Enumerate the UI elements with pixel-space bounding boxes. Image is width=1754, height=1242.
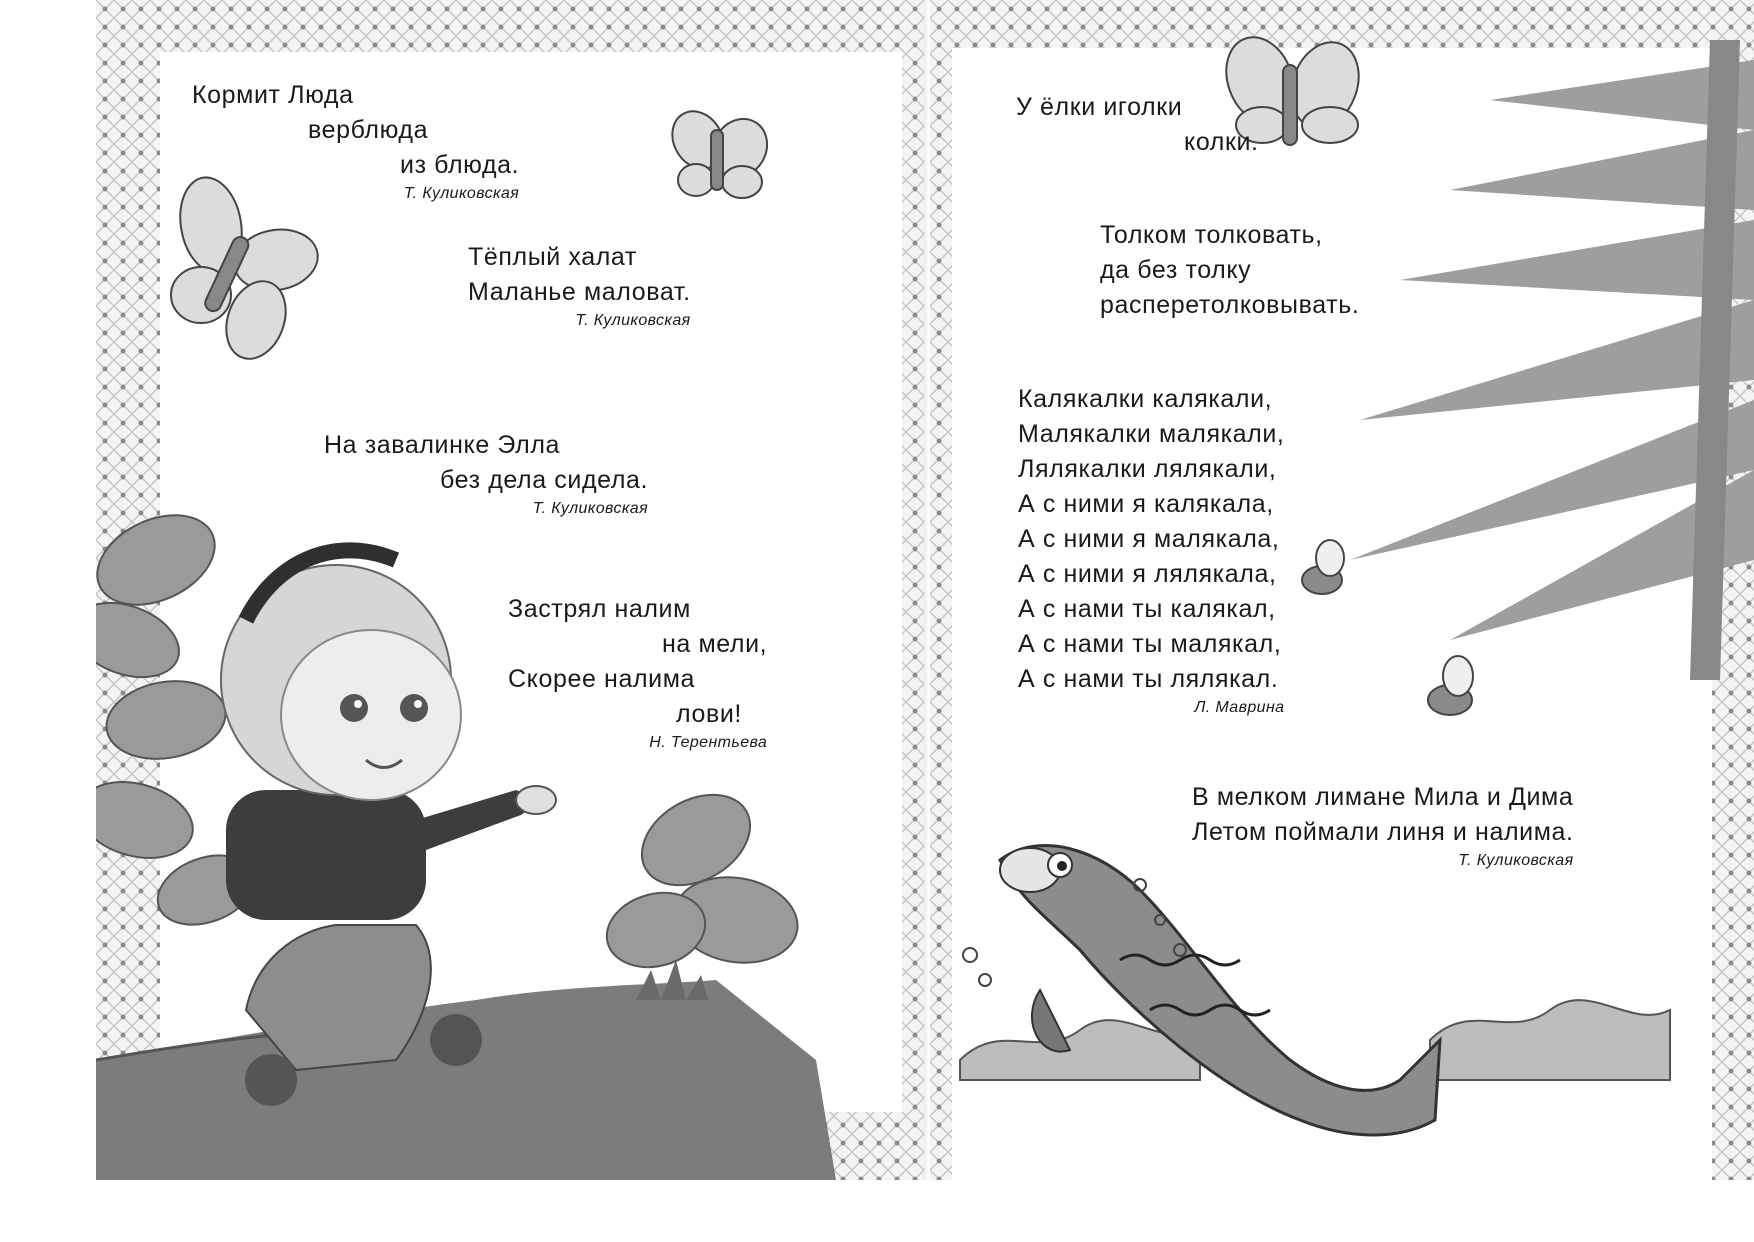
hill-illustration [96, 980, 836, 1180]
poem-line: У ёлки иголки [1016, 93, 1183, 121]
poem-line: А с нами ты калякал, [1018, 595, 1276, 623]
poem-author: Т. Куликовская [1458, 852, 1574, 869]
poem-author: Н. Терентьева [649, 734, 768, 751]
poem-line: лови! [676, 700, 742, 728]
poem-line: Кормит Люда [192, 81, 354, 109]
bee-icon [1428, 656, 1473, 715]
poem-line: без дела сидела. [440, 466, 649, 494]
fir-branch-illustration [1350, 40, 1754, 680]
poem-line: А с нами ты лялякал. [1018, 665, 1279, 693]
poem-card [324, 428, 648, 520]
poem-author: Л. Маврина [1194, 699, 1285, 716]
right-page [930, 0, 1754, 1180]
poem-line: А с нами ты малякал, [1018, 630, 1282, 658]
poem-line: А с ними я малякала, [1018, 525, 1280, 553]
poem-line: Скорее налима [508, 665, 695, 693]
poem-card [192, 78, 519, 205]
poem-line: Летом поймали линя и налима. [1192, 818, 1574, 846]
poem-line: На завалинке Элла [324, 431, 561, 459]
poem-line: верблюда [308, 116, 429, 144]
poem-line: Малякалки малякали, [1018, 420, 1285, 448]
poem-card [1192, 780, 1574, 872]
butterfly-icon [662, 102, 777, 198]
poem-author: Т. Куликовская [403, 185, 520, 202]
poem-card [508, 592, 767, 754]
poem-author: Т. Куликовская [532, 500, 649, 517]
poem-line: В мелком лимане Мила и Дима [1192, 783, 1574, 811]
poem-line: А с ними я калякала, [1018, 490, 1274, 518]
poem-line: колки. [1184, 128, 1259, 156]
fish-illustration [963, 846, 1440, 1135]
poem-card [1018, 382, 1284, 719]
poem-line: расперетолковывать. [1100, 291, 1360, 319]
poem-line: да без толку [1100, 256, 1252, 284]
poem-line: на мели, [662, 630, 768, 658]
waves-illustration [960, 1000, 1670, 1080]
poem-card [1016, 90, 1259, 160]
poem-card [468, 240, 691, 332]
bee-icon [1302, 540, 1344, 594]
poem-line: Калякалки калякали, [1018, 385, 1273, 413]
poem-card [1100, 218, 1359, 323]
poem-line: Маланье маловат. [468, 278, 691, 306]
poem-line: из блюда. [400, 151, 520, 179]
poem-line: Застрял налим [508, 595, 691, 623]
poem-line: Толком толковать, [1100, 221, 1323, 249]
poem-line: Тёплый халат [468, 243, 637, 271]
left-page [96, 0, 926, 1180]
poem-line: Лялякалки лялякали, [1018, 455, 1277, 483]
poem-line: А с ними я лялякала, [1018, 560, 1277, 588]
poem-author: Т. Куликовская [575, 312, 691, 329]
